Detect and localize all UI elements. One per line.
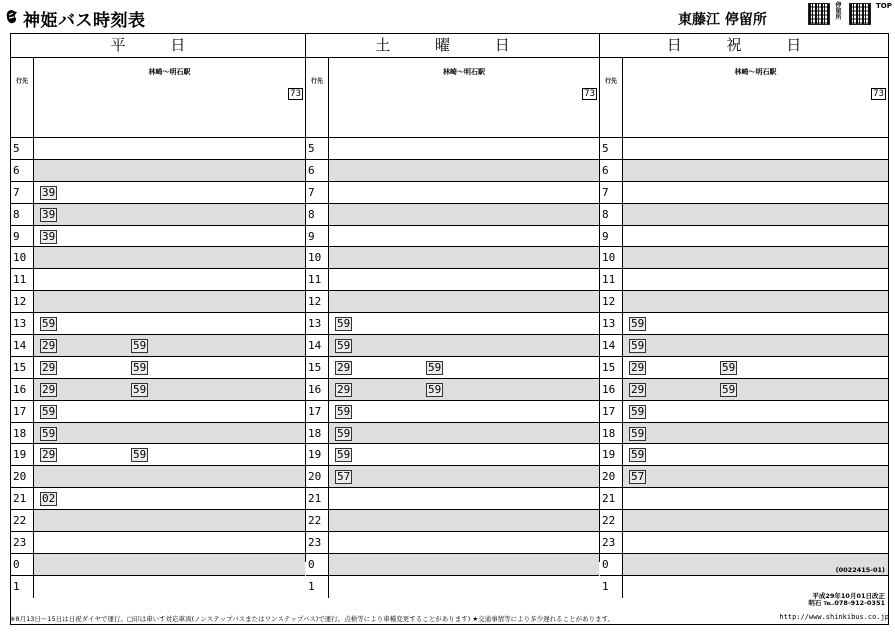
hour-label: 12 [11,291,34,312]
departure-cell [329,401,599,422]
route-number-badge: 73 [873,89,884,99]
top-link[interactable]: TOP [876,2,892,10]
website-link[interactable]: http://www.shinkibus.co.jp [779,613,889,621]
hour-label: 9 [306,226,329,247]
hour-label: 21 [600,488,623,509]
hour-label: 18 [11,423,34,444]
departure-minute: 57 [337,470,351,484]
qr-label: 停留所 [835,2,842,21]
hour-label: 21 [306,488,329,509]
departure-minute: 29 [631,382,645,396]
hour-row [11,488,305,510]
hour-label: 9 [600,226,623,247]
hour-row [11,291,305,313]
hour-row [11,444,305,466]
hour-row [306,576,599,598]
departure-minute: 59 [133,339,147,353]
departure-minute: 59 [722,382,736,396]
hour-row [11,401,305,423]
hour-row [306,269,599,291]
hour-label: 15 [600,357,623,378]
qr-code-icon[interactable] [849,3,871,25]
departure-cell [623,401,888,422]
hour-label: 13 [600,313,623,334]
hour-row [600,379,888,401]
hour-label: 12 [306,291,329,312]
hour-row [11,532,305,554]
departure-cell [329,576,599,598]
departure-cell [329,204,599,225]
timetable-frame [10,33,889,625]
departure-cell [623,313,888,334]
departure-cell [623,357,888,378]
hour-row [306,401,599,423]
departure-cell [329,532,599,553]
departure-cell [34,313,305,334]
hour-row [600,204,888,226]
departure-cell [34,488,305,509]
departure-minute: 59 [42,426,56,440]
bus-logo-icon [4,9,20,25]
departure-minute: 29 [337,382,351,396]
hour-row [600,291,888,313]
departure-cell [329,269,599,290]
hour-label: 11 [306,269,329,290]
hour-row [600,160,888,182]
departure-cell [34,291,305,312]
hour-row [306,423,599,445]
hour-label: 18 [600,423,623,444]
departure-cell [329,510,599,531]
hour-label: 19 [11,444,34,465]
hour-row [306,160,599,182]
hour-row [306,291,599,313]
departure-minute: 59 [42,404,56,418]
hour-label: 20 [600,466,623,487]
hour-row [11,357,305,379]
hour-row [11,182,305,204]
hour-row [600,532,888,554]
departure-minute: 29 [42,360,56,374]
hour-label: 1 [306,576,329,598]
hour-label: 5 [600,138,623,159]
hour-label: 1 [600,576,623,598]
hour-label: 19 [306,444,329,465]
hour-rows [600,138,888,598]
hour-label: 13 [11,313,34,334]
departure-cell [623,379,888,400]
departure-cell [329,291,599,312]
hour-label: 6 [11,160,34,181]
departure-cell [329,554,599,575]
hour-label: 23 [306,532,329,553]
destination-label: 行先 [306,58,329,137]
hour-row [11,510,305,532]
hour-row [306,554,599,576]
departure-minute: 59 [631,317,645,331]
departure-minute: 29 [337,360,351,374]
hour-row [600,269,888,291]
route-number-badge: 73 [584,89,595,99]
departure-minute: 59 [133,382,147,396]
departure-cell [34,379,305,400]
hour-row [306,182,599,204]
departure-minute: 59 [631,404,645,418]
departure-minute: 59 [133,448,147,462]
departure-cell [34,576,305,598]
departure-cell [329,182,599,203]
departure-minute: 29 [631,360,645,374]
hour-label: 14 [600,335,623,356]
departure-minute: 02 [42,492,56,506]
page-title: 神姫バス時刻表 [23,11,146,31]
departure-minute: 29 [42,382,56,396]
hour-label: 17 [306,401,329,422]
hour-row [306,335,599,357]
route-name: 林崎～明石駅 [734,68,777,76]
hour-row [600,444,888,466]
departure-cell [34,401,305,422]
destination-label: 行先 [11,58,34,137]
hour-label: 22 [600,510,623,531]
departure-minute: 59 [428,382,442,396]
departure-minute: 59 [631,448,645,462]
timetable-panel [11,34,306,593]
departure-minute: 29 [42,448,56,462]
hour-label: 17 [11,401,34,422]
hour-row [11,204,305,226]
departure-cell [623,466,888,487]
hour-label: 6 [600,160,623,181]
hour-row [306,488,599,510]
stop-name: 東藤江 停留所 [678,12,767,28]
route-number-badge: 73 [290,89,301,99]
hour-row [306,379,599,401]
departure-cell [34,204,305,225]
departure-minute: 59 [428,360,442,374]
departure-minute: 59 [337,339,351,353]
departure-minute: 59 [42,317,56,331]
hour-row [11,313,305,335]
departure-minute: 59 [722,360,736,374]
hour-label: 22 [11,510,34,531]
hour-label: 12 [600,291,623,312]
departure-cell [329,226,599,247]
departure-cell [34,510,305,531]
hour-row [11,576,305,598]
hour-label: 19 [600,444,623,465]
departure-minute: 59 [337,448,351,462]
hour-label: 16 [600,379,623,400]
departure-minute: 59 [133,360,147,374]
departure-cell [34,269,305,290]
hour-row [306,204,599,226]
hour-row [600,226,888,248]
hour-label: 7 [11,182,34,203]
hour-label: 7 [306,182,329,203]
hour-label: 8 [11,204,34,225]
qr-code-icon[interactable] [808,3,830,25]
hour-label: 1 [11,576,34,598]
departure-cell [623,160,888,181]
hour-label: 18 [306,423,329,444]
hour-label: 11 [600,269,623,290]
hour-label: 13 [306,313,329,334]
departure-cell [329,160,599,181]
hour-label: 7 [600,182,623,203]
route-name: 林崎～明石駅 [443,68,485,76]
departure-minute: 59 [337,317,351,331]
hour-row [306,138,599,160]
hour-label: 20 [11,466,34,487]
hour-row [306,313,599,335]
departure-minute: 39 [42,207,56,221]
hour-row [11,554,305,576]
hour-row [11,247,305,269]
hour-label: 0 [306,554,329,575]
departure-cell [34,532,305,553]
hour-row [600,313,888,335]
departure-cell [34,182,305,203]
departure-cell [329,335,599,356]
hour-label: 10 [306,247,329,268]
hour-label: 0 [600,554,623,575]
route-name: 林崎～明石駅 [148,68,191,76]
hour-row [600,182,888,204]
departure-minute: 59 [631,426,645,440]
departure-cell [623,226,888,247]
hour-label: 23 [11,532,34,553]
departure-cell [34,160,305,181]
hour-label: 10 [11,247,34,268]
revision-info [808,593,885,607]
hour-row [11,138,305,160]
hour-label: 15 [11,357,34,378]
day-type-header: 日 祝 日 [600,34,888,58]
revision-date: 平成29年10月01日改正 [812,592,885,600]
departure-cell [34,554,305,575]
destination-label: 行先 [600,58,623,137]
hour-row [600,138,888,160]
hour-row [600,488,888,510]
hour-label: 23 [600,532,623,553]
departure-cell [623,510,888,531]
departure-cell [623,444,888,465]
hour-row [11,335,305,357]
hour-label: 11 [11,269,34,290]
hour-label: 10 [600,247,623,268]
hour-label: 20 [306,466,329,487]
departure-cell [329,466,599,487]
hour-rows [306,138,599,598]
departure-cell [34,357,305,378]
departure-cell [34,138,305,159]
departure-cell [623,291,888,312]
departure-cell [623,247,888,268]
departure-cell [623,182,888,203]
departure-cell [34,247,305,268]
hour-label: 16 [306,379,329,400]
header [0,0,895,32]
departure-minute: 39 [42,185,56,199]
departure-cell [623,269,888,290]
departure-minute: 39 [42,229,56,243]
hour-label: 5 [306,138,329,159]
departure-minute: 59 [337,426,351,440]
hour-label: 15 [306,357,329,378]
destination-row [600,58,888,138]
departure-cell [329,423,599,444]
departure-cell [623,138,888,159]
hour-row [306,510,599,532]
hour-row [11,160,305,182]
hour-row [11,226,305,248]
hour-label: 0 [11,554,34,575]
departure-cell [329,313,599,334]
hour-label: 14 [306,335,329,356]
hour-row [306,444,599,466]
hour-row [11,466,305,488]
footer-note: ※8月13日～15日は日祝ダイヤで運行。□印は車いす対応車両(ノンステップバスまたはワンステップバス)で運行。点検等により車種変更することがあります) ★交通事情等により多少遅れることがあります。 [10,615,615,623]
hour-row [11,379,305,401]
hour-label: 22 [306,510,329,531]
departure-minute: 59 [337,404,351,418]
hour-row [600,335,888,357]
hour-row [306,466,599,488]
hour-row [306,357,599,379]
departure-cell [623,204,888,225]
departure-cell [34,423,305,444]
office-phone: 明石 ℡.078-912-0351 [808,599,885,607]
hour-row [11,423,305,445]
departure-minute: 59 [631,339,645,353]
hour-label: 8 [306,204,329,225]
hour-row [306,532,599,554]
hour-row [600,466,888,488]
destination-row [306,58,599,138]
hour-label: 14 [11,335,34,356]
day-type-header: 土 曜 日 [306,34,599,58]
day-type-header: 平 日 [11,34,305,58]
hour-label: 5 [11,138,34,159]
departure-cell [329,138,599,159]
departure-cell [329,379,599,400]
hour-row [600,510,888,532]
departure-cell [623,488,888,509]
hour-label: 17 [600,401,623,422]
departure-cell [34,335,305,356]
hour-row [600,423,888,445]
hour-row [600,357,888,379]
hour-row [600,247,888,269]
departure-cell [329,444,599,465]
hour-row [306,226,599,248]
departure-cell [34,226,305,247]
destination-row [11,58,305,138]
hour-label: 8 [600,204,623,225]
departure-cell [34,466,305,487]
departure-cell [329,357,599,378]
hour-row [11,269,305,291]
departure-cell [329,488,599,509]
hour-label: 6 [306,160,329,181]
departure-cell [623,335,888,356]
hour-rows [11,138,305,598]
timetable-panel [306,34,600,593]
departure-cell [329,247,599,268]
departure-minute: 57 [631,470,645,484]
hour-label: 9 [11,226,34,247]
departure-cell [34,444,305,465]
hour-row [306,247,599,269]
hour-label: 21 [11,488,34,509]
hour-label: 16 [11,379,34,400]
departure-cell [623,423,888,444]
departure-cell [623,532,888,553]
hour-row [600,401,888,423]
timetable-code: (0022415-01) [835,566,885,574]
departure-minute: 29 [42,339,56,353]
